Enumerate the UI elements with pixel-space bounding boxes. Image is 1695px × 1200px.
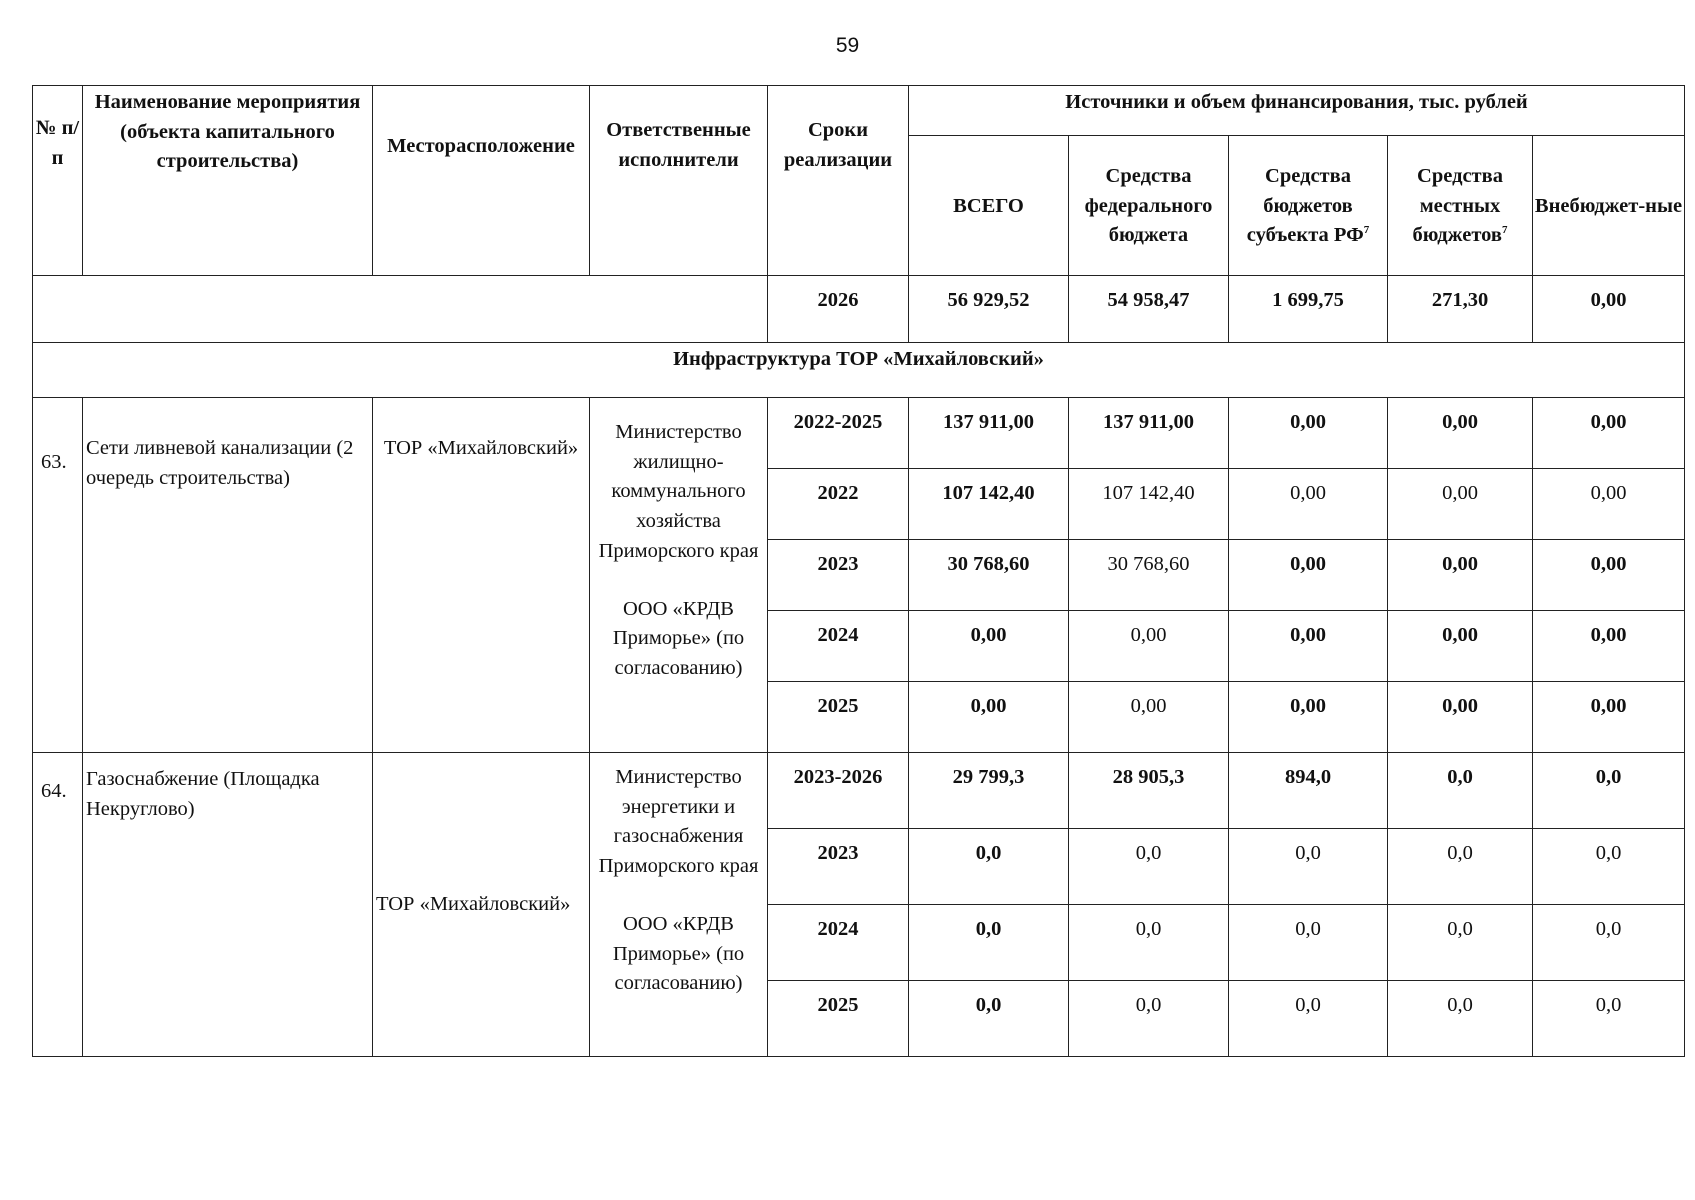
row-local: 0,0 — [1388, 829, 1533, 905]
row-total: 0,0 — [909, 829, 1069, 905]
responsible-ministry: Министерство жилищно-коммунального хозяйства Приморского края — [598, 421, 759, 562]
item-location: ТОР «Михайловский» — [373, 753, 590, 1057]
row-federal: 0,00 — [1069, 611, 1229, 682]
row-year: 2024 — [768, 611, 909, 682]
row-total: 30 768,60 — [909, 540, 1069, 611]
header-extra: Внебюджет-ные — [1533, 136, 1685, 276]
header-location: Месторасположение — [373, 86, 590, 276]
row-year: 2023 — [768, 540, 909, 611]
row-total: 0,0 — [909, 981, 1069, 1057]
row-extra: 0,00 — [1533, 682, 1685, 753]
table-row — [33, 398, 1685, 469]
row-extra: 0,00 — [1533, 398, 1685, 469]
table-row — [33, 753, 1685, 829]
row-year: 2022-2025 — [768, 398, 909, 469]
row-year: 2024 — [768, 905, 909, 981]
row-extra: 0,0 — [1533, 905, 1685, 981]
row-subject: 0,00 — [1229, 540, 1388, 611]
header-federal: Средства федерального бюджета — [1069, 136, 1229, 276]
row-local: 0,00 — [1388, 398, 1533, 469]
item-number: 63. — [33, 398, 83, 753]
row-subject: 0,0 — [1229, 905, 1388, 981]
row-federal: 0,00 — [1069, 682, 1229, 753]
row-local: 0,0 — [1388, 753, 1533, 829]
financing-table — [32, 85, 1685, 1057]
row-federal: 0,0 — [1069, 829, 1229, 905]
row-federal: 0,0 — [1069, 905, 1229, 981]
header-responsible: Ответственные исполнители — [590, 86, 768, 276]
carry-empty-cell — [33, 276, 768, 343]
item-name: Газоснабжение (Площадка Некруглово) — [83, 753, 373, 1057]
responsible-company: ООО «КРДВ Приморье» (по согласованию) — [612, 912, 745, 995]
item-location: ТОР «Михайловский» — [373, 398, 590, 753]
item-responsible — [590, 753, 768, 1057]
header-total: ВСЕГО — [909, 136, 1069, 276]
row-subject: 0,00 — [1229, 398, 1388, 469]
carry-extra: 0,00 — [1533, 276, 1685, 343]
row-total: 29 799,3 — [909, 753, 1069, 829]
row-extra: 0,0 — [1533, 753, 1685, 829]
responsible-company: ООО «КРДВ Приморье» (по согласованию) — [612, 597, 745, 680]
row-federal: 137 911,00 — [1069, 398, 1229, 469]
row-total: 0,0 — [909, 905, 1069, 981]
row-federal: 0,0 — [1069, 981, 1229, 1057]
row-extra: 0,0 — [1533, 829, 1685, 905]
carry-subject: 1 699,75 — [1229, 276, 1388, 343]
carry-local: 271,30 — [1388, 276, 1533, 343]
row-federal: 107 142,40 — [1069, 469, 1229, 540]
item-name: Сети ливневой канализации (2 очередь строительства) — [83, 398, 373, 753]
row-local: 0,00 — [1388, 611, 1533, 682]
row-total: 0,00 — [909, 682, 1069, 753]
header-subject: Средства бюджетов субъекта $РФ^7$ — [1229, 136, 1388, 276]
carry-year: 2026 — [768, 276, 909, 343]
section-title: Инфраструктура ТОР «Михайловский» — [33, 343, 1685, 398]
item-responsible — [590, 398, 768, 753]
row-local: 0,0 — [1388, 905, 1533, 981]
row-year: 2023 — [768, 829, 909, 905]
row-total: 107 142,40 — [909, 469, 1069, 540]
row-federal: 30 768,60 — [1069, 540, 1229, 611]
row-subject: 894,0 — [1229, 753, 1388, 829]
header-local: Средства местных бюджетов$^7$ — [1388, 136, 1533, 276]
page-number: 59 — [835, 34, 860, 57]
section-row — [33, 343, 1685, 398]
row-extra: 0,00 — [1533, 469, 1685, 540]
header-num: № п/п — [33, 86, 83, 276]
item-number: 64. — [33, 753, 83, 1057]
header-period: Сроки реализации — [768, 86, 909, 276]
row-year: 2025 — [768, 682, 909, 753]
row-year: 2023-2026 — [768, 753, 909, 829]
row-extra: 0,00 — [1533, 540, 1685, 611]
row-local: 0,0 — [1388, 981, 1533, 1057]
row-local: 0,00 — [1388, 469, 1533, 540]
row-local: 0,00 — [1388, 540, 1533, 611]
row-extra: 0,0 — [1533, 981, 1685, 1057]
row-total: 0,00 — [909, 611, 1069, 682]
row-local: 0,00 — [1388, 682, 1533, 753]
row-subject: 0,0 — [1229, 981, 1388, 1057]
row-total: 137 911,00 — [909, 398, 1069, 469]
header-name: Наименование мероприятия (объекта капитального строительства) — [83, 86, 373, 276]
carry-federal: 54 958,47 — [1069, 276, 1229, 343]
header-row-1 — [33, 86, 1685, 136]
row-subject: 0,00 — [1229, 469, 1388, 540]
row-subject: 0,0 — [1229, 829, 1388, 905]
row-year: 2022 — [768, 469, 909, 540]
carry-total: 56 929,52 — [909, 276, 1069, 343]
row-subject: 0,00 — [1229, 682, 1388, 753]
row-year: 2025 — [768, 981, 909, 1057]
row-federal: 28 905,3 — [1069, 753, 1229, 829]
responsible-ministry: Министерство энергетики и газоснабжения Приморского края — [598, 766, 759, 878]
carry-row — [33, 276, 1685, 343]
header-funding-group: Источники и объем финансирования, тыс. рублей — [909, 86, 1685, 136]
row-subject: 0,00 — [1229, 611, 1388, 682]
row-extra: 0,00 — [1533, 611, 1685, 682]
